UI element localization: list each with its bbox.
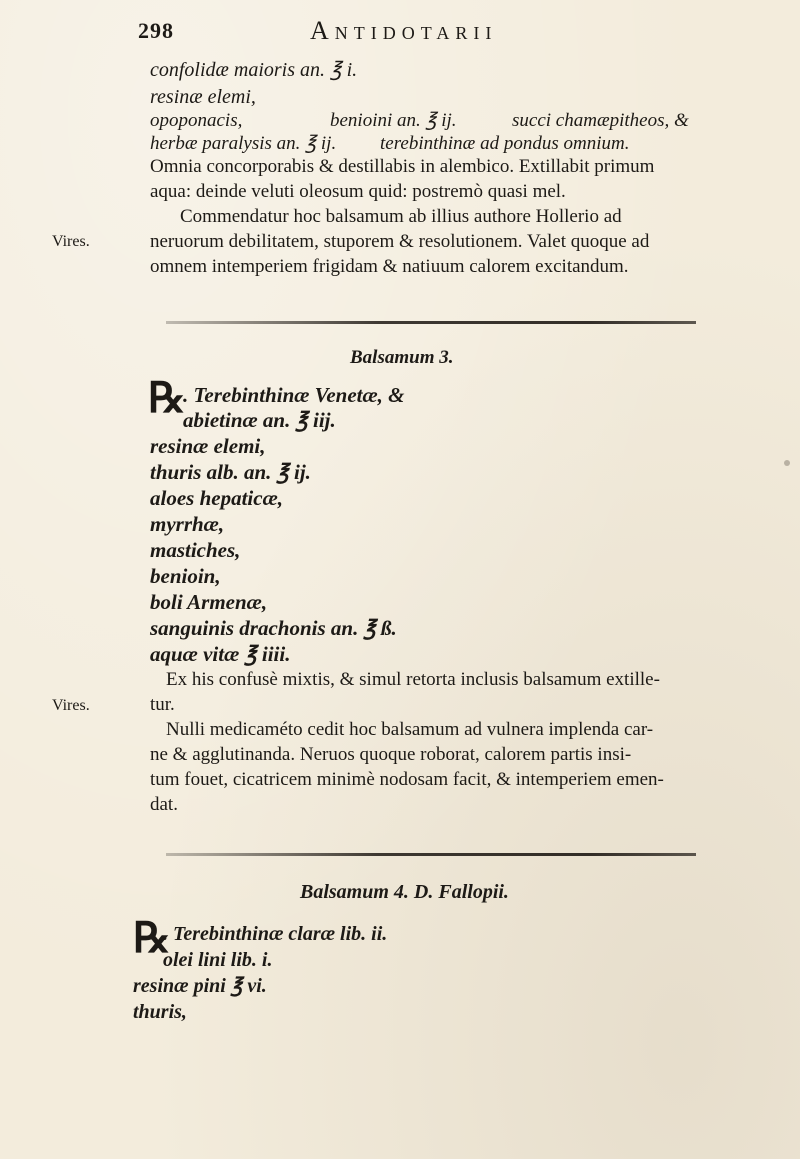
ingredient-line: myrrhæ, (150, 512, 225, 536)
ingredient-line: boli Armenæ, (150, 590, 268, 614)
text-line: neruorum debilitatem, stuporem & resolutionem. Valet quoque ad (150, 231, 650, 252)
ingredient-line: olei lini lib. i. (163, 949, 273, 971)
recipe-symbol: ℞ (133, 916, 171, 962)
text-line: benioini an. ℥ ij. (330, 110, 457, 131)
ingredient-line: . Terebinthinæ claræ lib. ii. (163, 923, 388, 945)
text-line: confolidæ maioris an. ℥ i. (150, 59, 358, 81)
paper-blemish (784, 460, 790, 466)
text-line: dat. (150, 794, 178, 815)
ingredient-line: resinæ pini ℥ vi. (133, 975, 267, 997)
text-line: resinæ elemi, (150, 86, 256, 108)
section-heading: Balsamum 3. (350, 347, 454, 368)
recipe-symbol: ℞ (148, 376, 186, 422)
text-line: omnem intemperiem frigidam & natiuum calorem excitandum. (150, 256, 629, 277)
ingredient-line: . Terebinthinæ Venetæ, & (183, 383, 405, 407)
ingredient-line: thuris, (133, 1001, 187, 1023)
text-line: succi chamæpitheos, & (512, 110, 689, 131)
running-head: Antidotarii (310, 16, 498, 45)
text-line: Omnia concorporabis & destillabis in alembico. Extillabit primum (150, 156, 655, 177)
ingredient-line: aquæ vitæ ℥ iiii. (150, 642, 291, 666)
page-number: 298 (138, 18, 174, 43)
text-line: terebinthinæ ad pondus omnium. (380, 133, 630, 154)
margin-note-vires: Vires. (52, 233, 90, 250)
ingredient-line: abietinæ an. ℥ iij. (183, 408, 336, 432)
ingredient-line: resinæ elemi, (150, 434, 266, 458)
divider-rule (166, 321, 696, 324)
ingredient-line: mastiches, (150, 538, 241, 562)
text-line: aqua: deinde veluti oleosum quid: postremò quasi mel. (150, 181, 566, 202)
ingredient-line: sanguinis drachonis an. ℥ ß. (150, 616, 397, 640)
ingredient-line: thuris alb. an. ℥ ij. (150, 460, 311, 484)
text-line: Nulli medicaméto cedit hoc balsamum ad vulnera implenda car- (166, 719, 654, 740)
ingredient-line: benioin, (150, 564, 221, 588)
text-line: opoponacis, (150, 110, 243, 131)
margin-note-vires: Vires. (52, 697, 90, 714)
ingredient-line: aloes hepaticæ, (150, 486, 283, 510)
section-heading: Balsamum 4. D. Fallopii. (300, 881, 509, 903)
text-line: ne & agglutinanda. Neruos quoque roborat, calorem partis insi- (150, 744, 632, 765)
page-header (130, 12, 690, 52)
text-line: Ex his confusè mixtis, & simul retorta inclusis balsamum extille- (166, 669, 660, 690)
text-line: tum fouet, cicatricem minimè nodosam facit, & intemperiem emen- (150, 769, 664, 790)
text-line: Commendatur hoc balsamum ab illius authore Hollerio ad (180, 206, 622, 227)
divider-rule (166, 853, 696, 856)
text-line: herbæ paralysis an. ℥ ij. (150, 133, 337, 154)
text-line: tur. (150, 694, 175, 715)
